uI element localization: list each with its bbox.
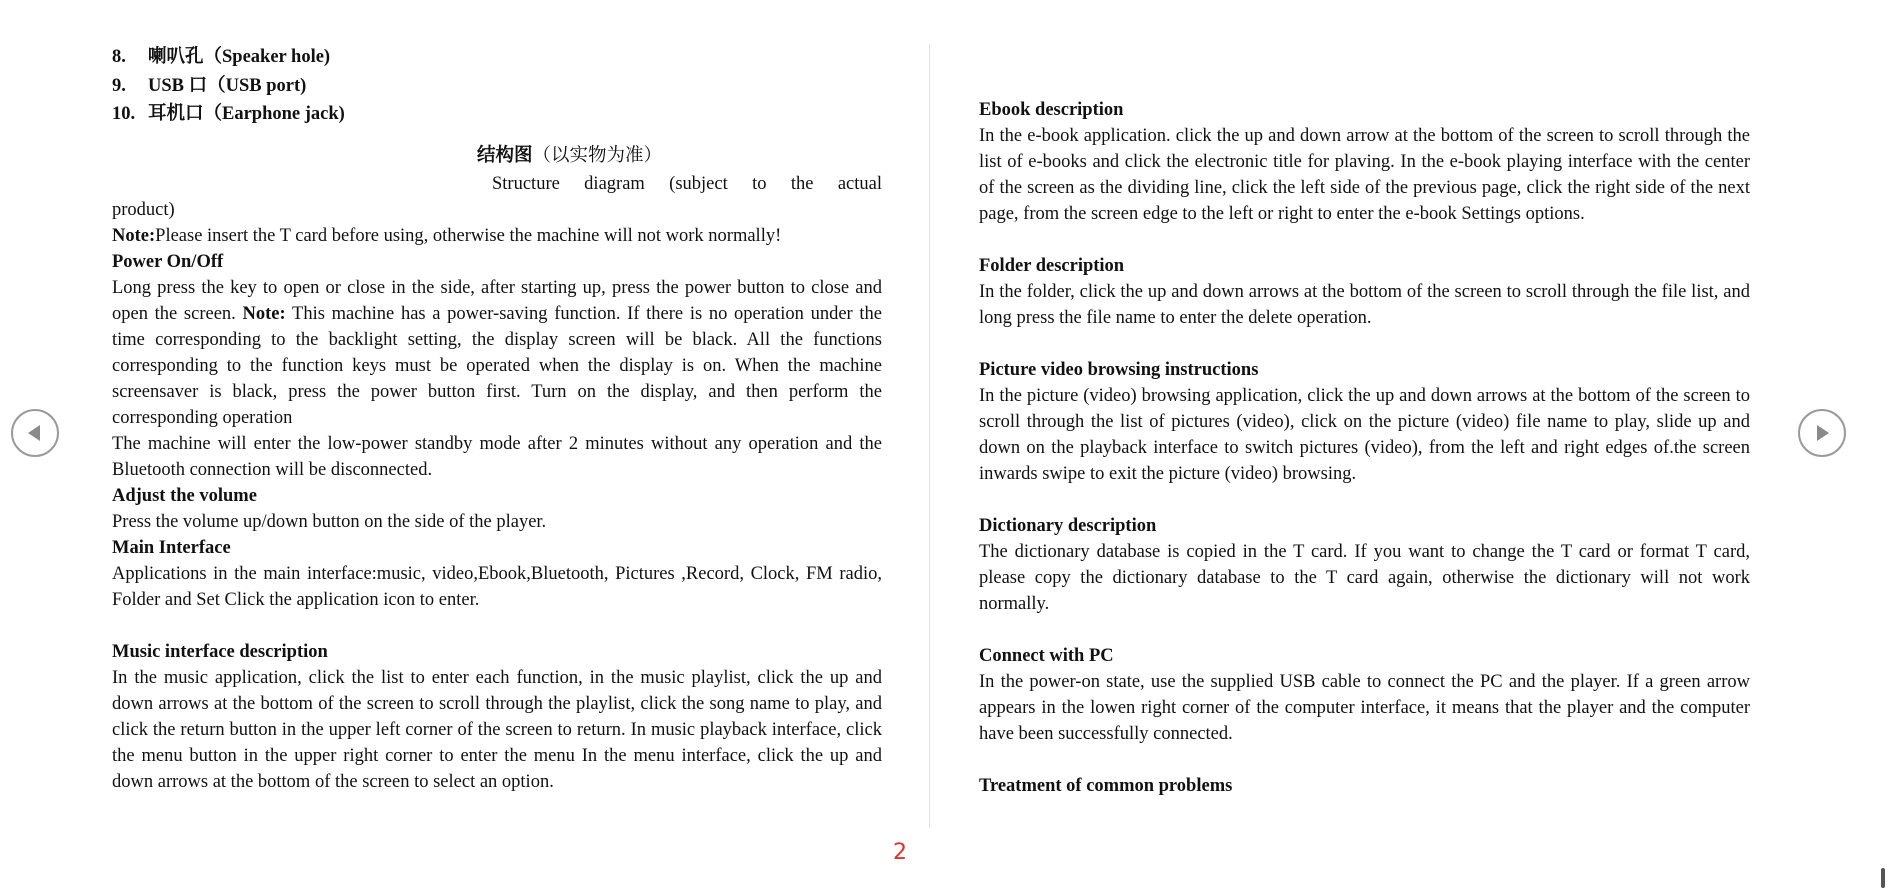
power-note-label: Note: <box>242 303 286 324</box>
list-item-number: 10. <box>112 104 136 124</box>
power-heading: Power On/Off <box>112 251 224 272</box>
power-text-1: Long press the key to open or close in the side, after starting up, press the power button to close and open the screen. <box>112 277 882 324</box>
folder-heading: Folder description <box>979 256 1125 276</box>
note-paragraph <box>112 223 882 249</box>
note-label: Note: <box>112 225 156 246</box>
power-text-2: This machine has a power-saving function. If there is no operation under the time corresponding to the backlight setting, the display screen will be black. All the functions corresponding to the function keys must be operated when the display is on. When the machine screensaver is black, press the power button first. Turn on the display, and then perform the corresponding operation <box>112 303 882 428</box>
previous-arrow-icon <box>13 411 57 455</box>
pc-paragraph: In the power-on state, use the supplied USB cable to connect the PC and the player. If a green arrow appears in the lowen right corner of the computer interface, it means that the player and the computer have been successfully connected. <box>979 672 1750 744</box>
dictionary-heading: Dictionary description <box>979 516 1157 536</box>
picture-heading: Picture video browsing instructions <box>979 360 1259 380</box>
list-item <box>112 44 882 73</box>
ebook-paragraph: In the e-book application. click the up and down arrow at the bottom of the screen to scroll through the list of e-books and click the electronic title for plaving. In the e-book playing interface with the center of the screen as the dividing line, click the left side of the previous page, click the right side of the next page, from the screen edge to the left or right to enter the e-book Settings options. <box>979 126 1750 224</box>
scrollbar-thumb[interactable] <box>1881 868 1885 888</box>
list-item <box>112 73 882 102</box>
volume-paragraph: Press the volume up/down button on the side of the player. <box>112 511 547 532</box>
right-page <box>979 97 1750 799</box>
list-item <box>112 101 882 130</box>
list-item-text: 耳机口（Earphone jack) <box>148 104 345 124</box>
caption-cn-paren: （以实物为准） <box>532 145 663 166</box>
list-item-number: 8. <box>112 47 126 67</box>
list-item-text: USB 口（USB port) <box>148 75 307 96</box>
caption-cn-main: 结构图 <box>476 145 533 166</box>
diagram-caption-chinese <box>112 143 882 171</box>
note-text: Please insert the T card before using, otherwise the machine will not work normally! <box>155 225 782 246</box>
spacer <box>979 617 1750 643</box>
dictionary-paragraph: The dictionary database is copied in the T card. If you want to change the T card or format T card, please copy the dictionary database to the T card again, otherwise the dictionary will not work normally. <box>979 542 1750 614</box>
power-paragraph <box>112 275 882 431</box>
next-arrow-icon <box>1800 411 1844 455</box>
diagram-caption-english-cont: product) <box>112 199 175 220</box>
next-page-button[interactable] <box>1798 409 1846 457</box>
ebook-heading: Ebook description <box>979 100 1124 120</box>
previous-page-button[interactable] <box>11 409 59 457</box>
main-interface-heading: Main Interface <box>112 537 231 558</box>
spacer <box>979 227 1750 253</box>
music-paragraph: In the music application, click the list to enter each function, in the music playlist, click the up and down arrows at the bottom of the screen to scroll through the playlist, click the song name to play, and click the return button in the upper left corner of the screen to return. In music playback interface, click the menu button in the upper right corner to enter the menu In the menu interface, click the up and down arrows at the bottom of the screen to select an option. <box>112 667 882 792</box>
pc-heading: Connect with PC <box>979 646 1114 666</box>
music-heading: Music interface description <box>112 641 328 662</box>
list-item-number: 9. <box>112 75 126 96</box>
left-page <box>112 44 882 795</box>
page-divider <box>929 44 930 828</box>
spacer <box>979 331 1750 357</box>
spacer <box>112 613 882 639</box>
folder-paragraph: In the folder, click the up and down arrows at the bottom of the screen to scroll through the file list, and long press the file name to enter the delete operation. <box>979 282 1750 328</box>
list-item-text: 喇叭孔（Speaker hole) <box>148 47 331 67</box>
spacer <box>979 747 1750 773</box>
volume-heading: Adjust the volume <box>112 485 257 506</box>
spacer <box>979 487 1750 513</box>
picture-paragraph: In the picture (video) browsing application, click the up and down arrows at the bottom of the screen to scroll through the list of pictures (video), click on the picture (video) file name to play, slide up and down on the playback interface to switch pictures (video), from the left and right edges of.the screen inwards swipe to exit the picture (video) browsing. <box>979 386 1750 484</box>
main-interface-paragraph: Applications in the main interface:music, video,Ebook,Bluetooth, Pictures ,Record, Clock, FM radio, Folder and Set Click the application icon to enter. <box>112 563 882 610</box>
standby-paragraph: The machine will enter the low-power standby mode after 2 minutes without any operation and the Bluetooth connection will be disconnected. <box>112 433 882 480</box>
page-number: 2 <box>893 840 907 865</box>
problems-heading: Treatment of common problems <box>979 776 1233 796</box>
diagram-caption-english: Structure diagram (subject to the actual <box>492 173 882 194</box>
